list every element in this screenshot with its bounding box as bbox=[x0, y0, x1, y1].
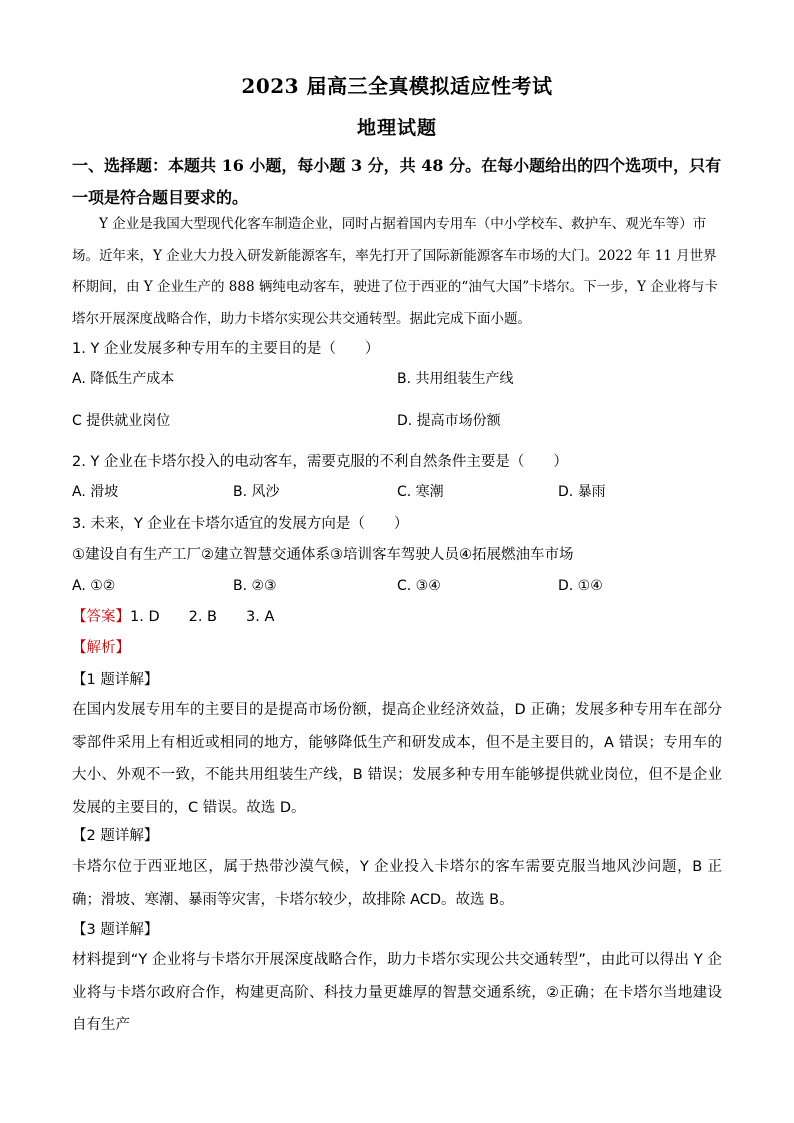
question-1-option-d: D. 提高市场份额 bbox=[397, 413, 501, 429]
answer-text: 1. D 2. B 3. A bbox=[130, 609, 275, 625]
answer-label: 【答案】 bbox=[72, 609, 130, 625]
question-3-option-d: D. ①④ bbox=[558, 578, 603, 594]
detail-3-text: 材料提到“Y 企业将与卡塔尔开展深度战略合作，助力卡塔尔实现公共交通转型”，由此可以得出 Y 企业将与卡塔尔政府合作，构建更高阶、科技力量更雄厚的智慧交通系统，②正确；在卡塔尔当地建设自有生产 bbox=[72, 952, 722, 1033]
detail-1-text: 在国内发展专用车的主要目的是提高市场份额，提高企业经济效益，D 正确；发展多种专用车在部分零部件采用上有相近或相同的地方，能够降低生产和研发成本，但不是主要目的，A 错误；专用车的大小、外观不一致，不能共用组装生产线，B 错误；发展多种专用车能够提供就业岗位，但不是企业发展的主要目的，C 错误。故选 D。 bbox=[72, 702, 722, 816]
detail-2-text: 卡塔尔位于西亚地区，属于热带沙漠气候，Y 企业投入卡塔尔的客车需要克服当地风沙问题，B 正确；滑坡、寒潮、暴雨等灾害，卡塔尔较少，故排除 ACD。故选 B。 bbox=[72, 859, 722, 908]
section-heading: 一、选择题：本题共 16 小题，每小题 3 分，共 48 分。在每小题给出的四个选项中，只有一项是符合题目要求的。 bbox=[72, 156, 722, 207]
analysis-label: 【解析】 bbox=[72, 640, 130, 656]
question-1-option-b: B. 共用组装生产线 bbox=[397, 371, 514, 387]
reading-material: Y 企业是我国大型现代化客车制造企业，同时占据着国内专用车（中小学校车、救护车、观光车等）市场。近年来，Y 企业大力投入研发新能源客车，率先打开了国际新能源客车市场的大门。2022 年 11 月世界杯期间，由 Y 企业生产的 888 辆纯电动客车，驶进了位于西亚的“油气大国”卡塔尔。下一步，Y 企业将与卡塔尔开展深度战略合作，助力卡塔尔实现公共交通转型。据此完成下面小题。 bbox=[72, 216, 718, 327]
exam-subtitle: 地理试题 bbox=[356, 117, 437, 139]
question-3-option-c: C. ③④ bbox=[397, 578, 441, 594]
answer-line bbox=[72, 607, 274, 627]
question-3-option-b: B. ②③ bbox=[233, 578, 277, 594]
detail-1-label: 【1 题详解】 bbox=[72, 672, 159, 688]
question-3-option-a: A. ①② bbox=[72, 578, 116, 594]
question-1-option-c: C 提供就业岗位 bbox=[72, 413, 171, 429]
question-3-stem: 3. 未来，Y 企业在卡塔尔适宜的发展方向是（ ） bbox=[72, 516, 409, 532]
question-1-option-a: A. 降低生产成本 bbox=[72, 371, 175, 387]
question-3-statements: ①建设自有生产工厂②建立智慧交通体系③培训客车驾驶人员④拓展燃油车市场 bbox=[72, 547, 574, 563]
question-2-stem: 2. Y 企业在卡塔尔投入的电动客车，需要克服的不利自然条件主要是（ ） bbox=[72, 454, 568, 470]
detail-3-label: 【3 题详解】 bbox=[72, 922, 159, 938]
question-1-stem: 1. Y 企业发展多种专用车的主要目的是（ ） bbox=[72, 341, 380, 357]
exam-title: 2023 届高三全真模拟适应性考试 bbox=[241, 74, 553, 98]
detail-2-label: 【2 题详解】 bbox=[72, 828, 159, 844]
question-2-option-c: C. 寒潮 bbox=[397, 484, 444, 500]
question-2-option-d: D. 暴雨 bbox=[558, 484, 606, 500]
question-2-option-a: A. 滑坡 bbox=[72, 484, 119, 500]
question-2-option-b: B. 风沙 bbox=[233, 484, 280, 500]
